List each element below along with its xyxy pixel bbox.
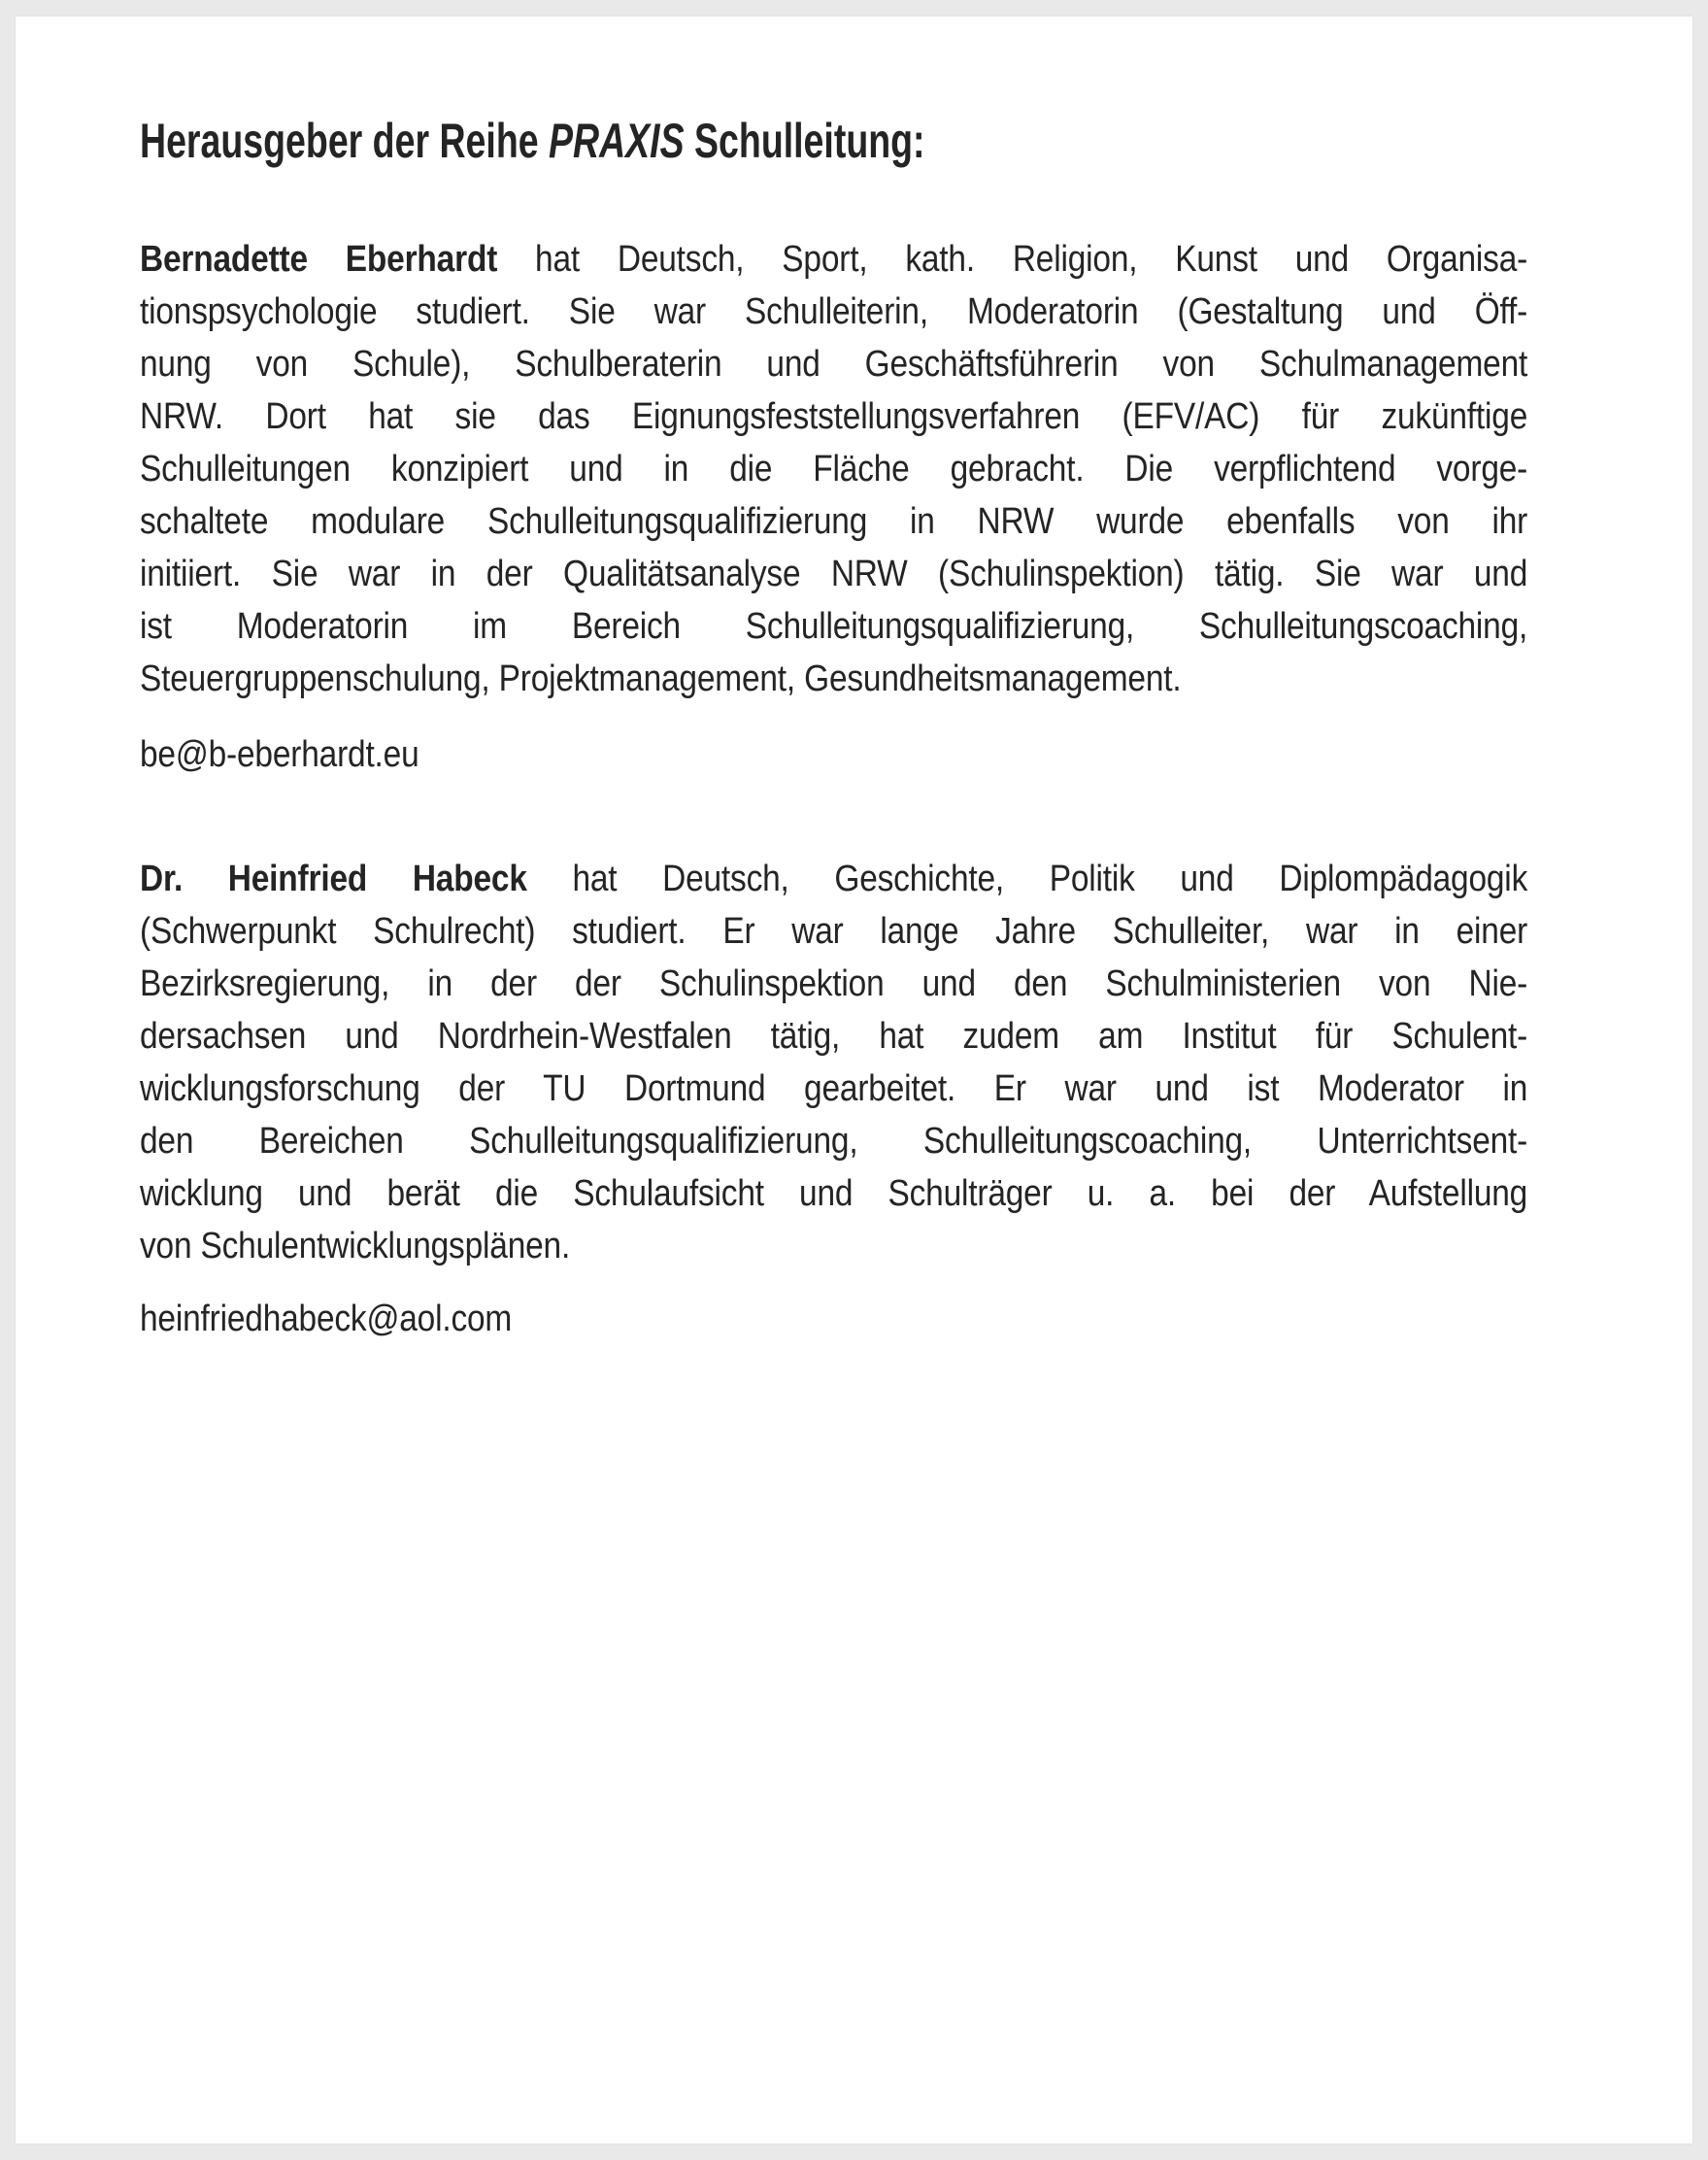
author-name: Bernadette Eberhardt (140, 239, 498, 280)
bio-line: tionspsychologie studiert. Sie war Schulleiterin, Moderatorin (Gestaltung und Öff- (140, 291, 1528, 332)
page-heading (140, 115, 1304, 167)
bio-line: Bezirksregierung, in der der Schulinspektion und den Schulministerien von Nie- (140, 963, 1528, 1004)
bio-line: nung von Schule), Schulberaterin und Geschäftsführerin von Schulmanagement (140, 344, 1528, 385)
series-title: PRAXIS (548, 114, 685, 168)
book-page (16, 17, 1692, 2143)
bio-first-line (140, 853, 1527, 905)
bio-line: schaltete modulare Schulleitungsqualifizierung in NRW wurde ebenfalls von ihr (140, 501, 1528, 542)
bio-line: Schulleitungen konzipiert und in die Fläche gebracht. Die verpflichtend vorge- (140, 449, 1528, 489)
bio-line: von Schulentwicklungsplänen. (140, 1226, 571, 1266)
bio-line: ist Moderatorin im Bereich Schulleitungsqualifizierung, Schulleitungscoaching, (140, 606, 1528, 647)
author-bio-eberhardt (140, 233, 1527, 781)
page-content (16, 17, 1692, 1345)
bio-line: (Schwerpunkt Schulrecht) studiert. Er war lange Jahre Schulleiter, war in einer (140, 911, 1528, 952)
bio-line: Steuergruppenschulung, Projektmanagement, Gesundheitsmanagement. (140, 658, 1182, 699)
bio-first-line-text: hat Deutsch, Geschichte, Politik und Diplompädagogik (526, 859, 1528, 899)
heading-suffix: Schulleitung: (684, 114, 925, 168)
bio-first-line (140, 233, 1527, 286)
bio-line: den Bereichen Schulleitungsqualifizierung, Schulleitungscoaching, Unterrichtsent- (140, 1121, 1528, 1162)
bio-line: NRW. Dort hat sie das Eignungsfeststellungsverfahren (EFV/AC) für zukünftige (140, 396, 1528, 437)
author-email: be@b-eberhardt.eu (140, 734, 419, 775)
bio-line: initiiert. Sie war in der Qualitätsanalyse NRW (Schulinspektion) tätig. Sie war und (140, 554, 1528, 594)
author-name: Dr. Heinfried Habeck (140, 859, 527, 899)
author-bio-habeck (140, 853, 1527, 1345)
author-email: heinfriedhabeck@aol.com (140, 1299, 513, 1339)
bio-lines (140, 286, 1527, 705)
bio-line: wicklung und berät die Schulaufsicht und Schulträger u. a. bei der Aufstellung (140, 1173, 1528, 1214)
bio-line: wicklungsforschung der TU Dortmund gearbeitet. Er war und ist Moderator in (140, 1068, 1528, 1109)
heading-prefix: Herausgeber der Reihe (140, 114, 549, 168)
bio-first-line-text: hat Deutsch, Sport, kath. Religion, Kunst und Organisa- (497, 239, 1528, 280)
bio-line: dersachsen und Nordrhein-Westfalen tätig, hat zudem am Institut für Schulent- (140, 1016, 1528, 1057)
bio-lines (140, 905, 1527, 1272)
